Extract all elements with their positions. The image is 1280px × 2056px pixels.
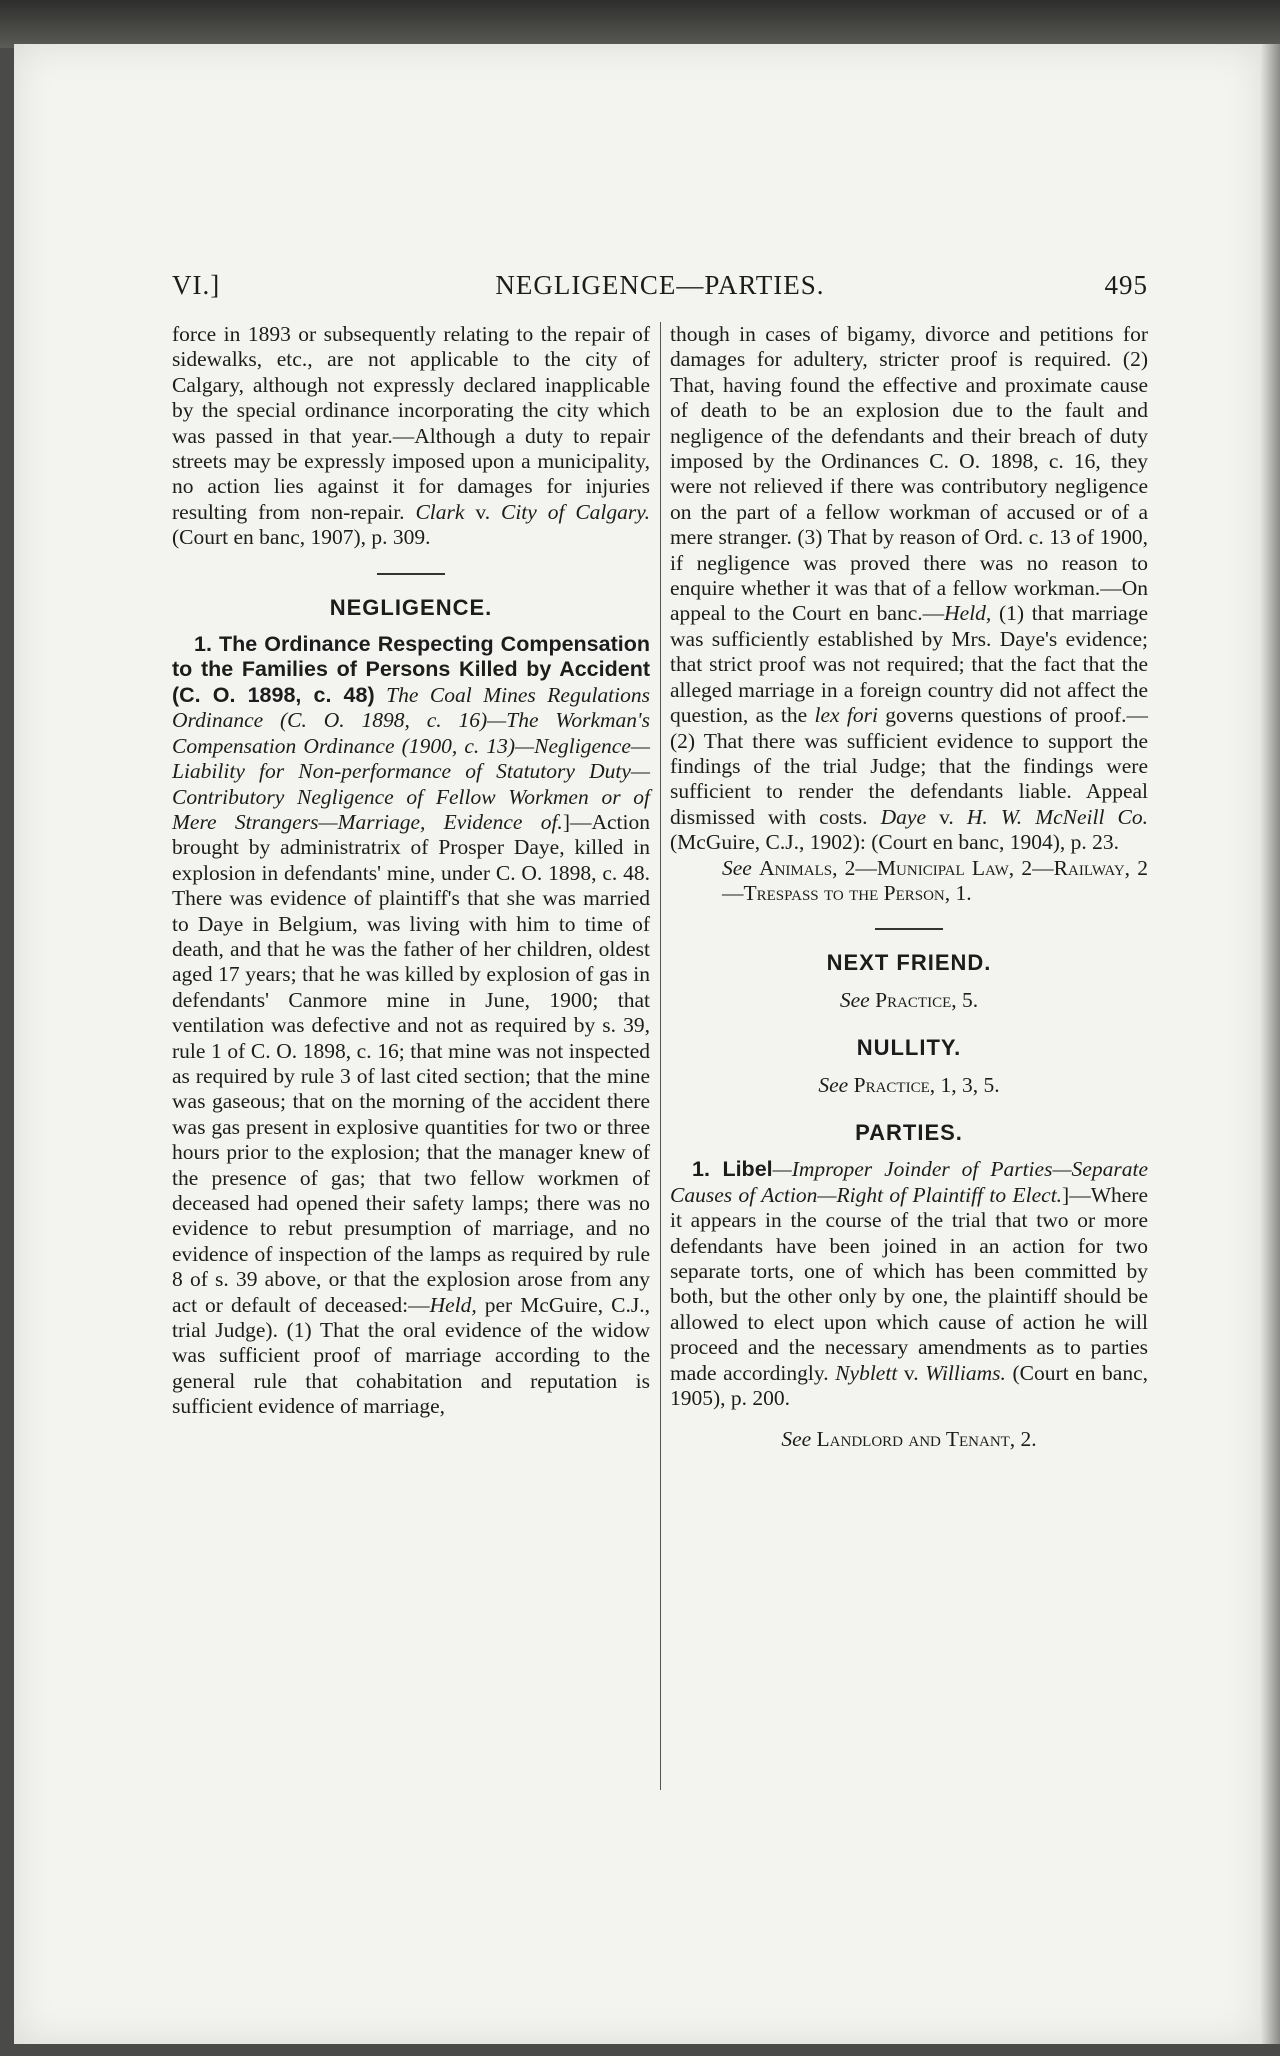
section-rule [377, 573, 445, 575]
entry-negligence-1 [172, 632, 650, 1420]
entry-heading: 1. The Ordinance Respecting Compensation to the Families of Persons Killed by Accident (C. O. 1898, c. 48) [172, 632, 650, 707]
see-text: Practice, 1, 3, 5. [853, 1072, 1000, 1097]
case-name: H. W. McNeill Co. [966, 804, 1149, 829]
case-versus: v. [464, 499, 501, 524]
continuation-text: though in cases of bigamy, divorce and petitions for damages for adultery, stricter proof is required. (2) That, having found the effective and proximate cause of death to be an explosion due to the fault and negligence of the defendants and their breach of duty imposed by the Ordinances C. O. 1898, c. 16, they were not relieved if there was contributory negligence on the part of a fellow workman of accused or of a mere stranger. (3) That by reason of Ord. c. 13 of 1900, if negligence was proved there was no reason to enquire whether it was that of a fellow workman.—On appeal to the Court en banc.— [670, 322, 1148, 626]
see-label: See [781, 1427, 812, 1452]
see-label: See [818, 1072, 849, 1097]
left-column [172, 322, 650, 1420]
scan-top-shadow [0, 0, 1280, 48]
running-header [172, 270, 1148, 306]
nullity-reference [670, 1073, 1148, 1098]
case-name: Daye [880, 804, 926, 829]
see-text: Landlord and Tenant, 2. [816, 1427, 1037, 1452]
case-name: City of Calgary. [500, 499, 650, 524]
held-label: Held, [944, 601, 992, 626]
entry-italic-summary: —Improper Joinder of Parties—Separate Causes of Action—Right of Plaintiff to Elect. [670, 1157, 1148, 1207]
lex-fori: lex fori [814, 703, 878, 728]
section-heading-nullity: NULLITY. [856, 1035, 962, 1061]
case-name: Clark [415, 499, 465, 524]
chapter-label: VI.] [172, 270, 221, 300]
case-name: Nyblett [835, 1360, 898, 1385]
final-see-reference [670, 1427, 1148, 1452]
continuation-text: force in 1893 or subsequently relating to the repair of sidewalks, etc., are not applicable to the city of Calgary, although not expressly declared inapplicable by the special ordinance incorporating the city which was passed in that year.—Although a duty to repair streets may be expressly imposed upon a municipality, no action lies against it for damages for injuries resulting from non-repair. [172, 322, 650, 524]
entry-italic-summary: The Coal Mines Regulations Ordinance (C. O. 1898, c. 16)—The Workman's Compensation Ordinance (1900, c. 13)—Negligence—Liability for Non-performance of Statutory Duty—Contributory Negligence of Fellow Workmen or of Mere Strangers—Marriage, Evidence of. [172, 682, 651, 834]
see-also-reference [670, 856, 1148, 907]
see-label: See [722, 855, 752, 880]
entry-heading: 1. Libel [692, 1157, 773, 1182]
see-label: See [839, 987, 870, 1012]
case-citation: (Court en banc, 1907), p. 309. [172, 525, 431, 550]
case-citation: (McGuire, C.J., 1902): (Court en banc, 1904), p. 23. [670, 830, 1120, 855]
page-edge-shadow [1260, 44, 1280, 2044]
continuation-paragraph [172, 322, 650, 551]
entry-body-cont: per McGuire, C.J., trial Judge). (1) That the oral evidence of the widow was sufficient proof of marriage according to the general rule that cohabitation and reputation is sufficient evidence of marriage, [172, 1292, 651, 1419]
entry-body: ]—Action brought by administratrix of Prosper Daye, killed in explosion in defendants' mine, under C. O. 1898, c. 48. There was evidence of plaintiff's that she was married to Daye in Belgium, was living with him to time of death, and that he was the father of her children, oldest aged 17 years; that he was killed by explosion of gas in defendants' Canmore mine in June, 1900; that ventilation was defective and not as required by s. 39, rule 1 of C. O. 1898, c. 16; that mine was not inspected as required by rule 3 of last cited section; that the mine was gaseous; that on the morning of the accident there was gas present in explosive quantities for two or three hours prior to the explosion; that the manager knew of the presence of gas; that two fellow workmen of deceased had opened their safety lamps; there was no evidence to rebut presumption of marriage, and no evidence of inspection of the lamps as required by rule 8 of s. 39 above, or that the explosion arose from any act or default of deceased:— [172, 809, 650, 1317]
page-number: 495 [1104, 270, 1148, 300]
entry-body: ]—Where it appears in the course of the trial that two or more defendants have been joined in an action for two separate torts, one of which has been committed by both, but the other only by one, the plaintiff should be allowed to elect upon which cause of action he will proceed and the necessary amendments as to parties made accordingly. [670, 1182, 1148, 1385]
continuation-text: governs questions of proof.— (2) That there was sufficient evidence to support the findings of the trial Judge; that the findings were sufficient to render the defendants liable. Appeal dismissed with costs. [670, 703, 1148, 829]
case-name: Williams. [925, 1360, 1006, 1385]
entry-libel [670, 1157, 1148, 1411]
section-heading-parties: PARTIES. [855, 1119, 963, 1145]
continuation-text: (1) that marriage was sufficiently established by Mrs. Daye's evidence; that strict proof was not required; that the fact that the alleged marriage in a foreign country did not affect the question, as the [670, 601, 1149, 728]
right-column [670, 322, 1148, 1453]
running-title: NEGLIGENCE—PARTIES. [495, 270, 825, 300]
see-text: Animals, 2—Municipal Law, 2—Railway, 2—Trespass to the Person, 1. [722, 855, 1148, 905]
section-heading-negligence: NEGLIGENCE. [329, 594, 493, 620]
case-citation: (Court en banc, 1905), p. 200. [670, 1360, 1149, 1411]
next-friend-reference [670, 988, 1148, 1013]
held-label: Held, [429, 1292, 477, 1317]
section-heading-next-friend: NEXT FRIEND. [826, 950, 992, 976]
entry-continuation [670, 322, 1148, 856]
see-text: Practice, 5. [875, 987, 979, 1012]
case-versus: v. [897, 1360, 926, 1385]
case-versus: v. [926, 804, 967, 829]
column-divider [660, 322, 661, 1790]
section-rule [875, 928, 943, 930]
